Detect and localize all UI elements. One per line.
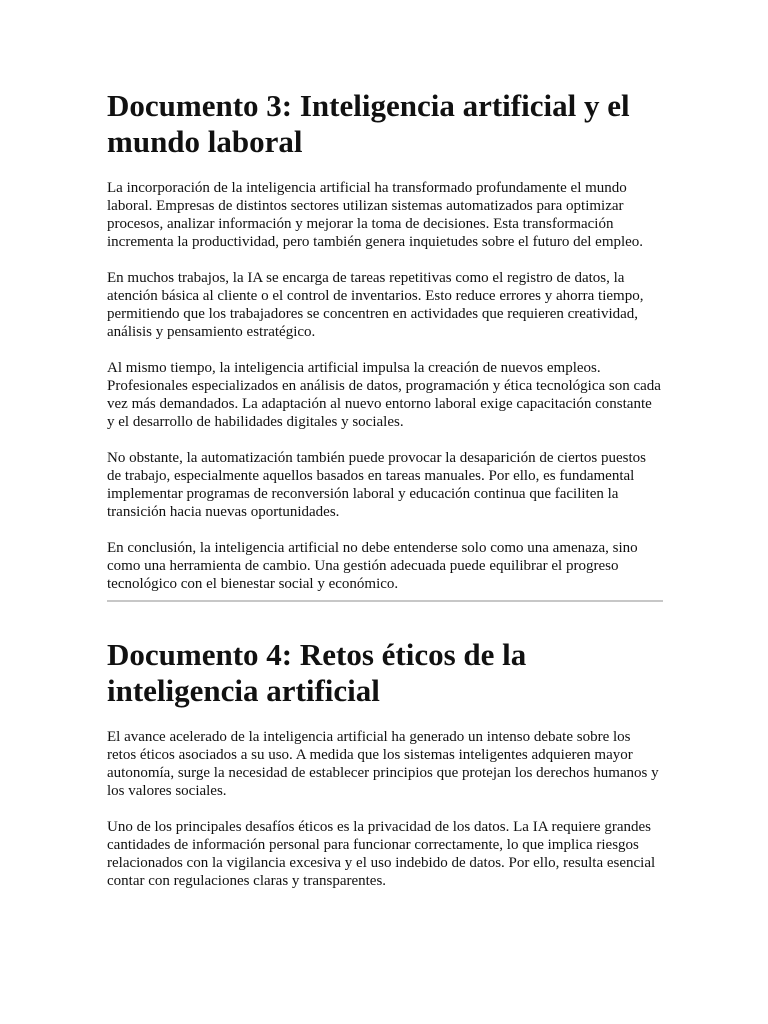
document-3-paragraph-1: La incorporación de la inteligencia artificial ha transformado profundamente el mundo laboral. Empresas de distintos sectores utilizan sistemas automatizados para optimizar procesos, analizar información y mejorar la toma de decisiones. Esta transformación incrementa la productividad, pero también genera inquietudes sobre el futuro del empleo. bbox=[107, 180, 644, 250]
document-3-paragraph-3: Al mismo tiempo, la inteligencia artificial impulsa la creación de nuevos empleos. Profesionales especializados en análisis de datos, programación y ética tecnológica son cada vez más demandados. La adaptación al nuevo entorno laboral exige capacitación constante y el desarrollo de habilidades digitales y sociales. bbox=[107, 360, 661, 430]
document-3-section bbox=[107, 88, 663, 593]
document-3-paragraph-4: No obstante, la automatización también puede provocar la desaparición de ciertos puestos de trabajo, especialmente aquellos basados en tareas manuales. Por ello, es fundamental implementar programas de reconversión laboral y educación continua que faciliten la transición hacia nuevas oportunidades. bbox=[107, 450, 646, 520]
document-4-paragraph-2: Uno de los principales desafíos éticos es la privacidad de los datos. La IA requiere grandes cantidades de información personal para funcionar correctamente, lo que implica riesgos relacionados con la vigilancia excesiva y el uso indebido de datos. Por ello, resulta esencial contar con regulaciones claras y transparentes. bbox=[107, 819, 656, 889]
document-4-section bbox=[107, 637, 663, 890]
document-3-title: Documento 3: Inteligencia artificial y el mundo laboral bbox=[107, 88, 630, 159]
document-3-paragraph-5: En conclusión, la inteligencia artificial no debe entenderse solo como una amenaza, sino como una herramienta de cambio. Una gestión adecuada puede equilibrar el progreso tecnológico con el bienestar social y económico. bbox=[107, 540, 638, 592]
document-3-paragraph-2: En muchos trabajos, la IA se encarga de tareas repetitivas como el registro de datos, la atención básica al cliente o el control de inventarios. Esto reduce errores y ahorra tiempo, permitiendo que los trabajadores se concentren en actividades que requieren creatividad, análisis y pensamiento estratégico. bbox=[107, 270, 644, 340]
document-page bbox=[107, 88, 663, 908]
document-4-title: Documento 4: Retos éticos de la inteligencia artificial bbox=[107, 637, 527, 708]
section-divider bbox=[107, 600, 663, 602]
document-4-paragraph-1: El avance acelerado de la inteligencia artificial ha generado un intenso debate sobre los retos éticos asociados a su uso. A medida que los sistemas inteligentes adquieren mayor autonomía, surge la necesidad de establecer principios que protejan los derechos humanos y los valores sociales. bbox=[107, 729, 659, 799]
